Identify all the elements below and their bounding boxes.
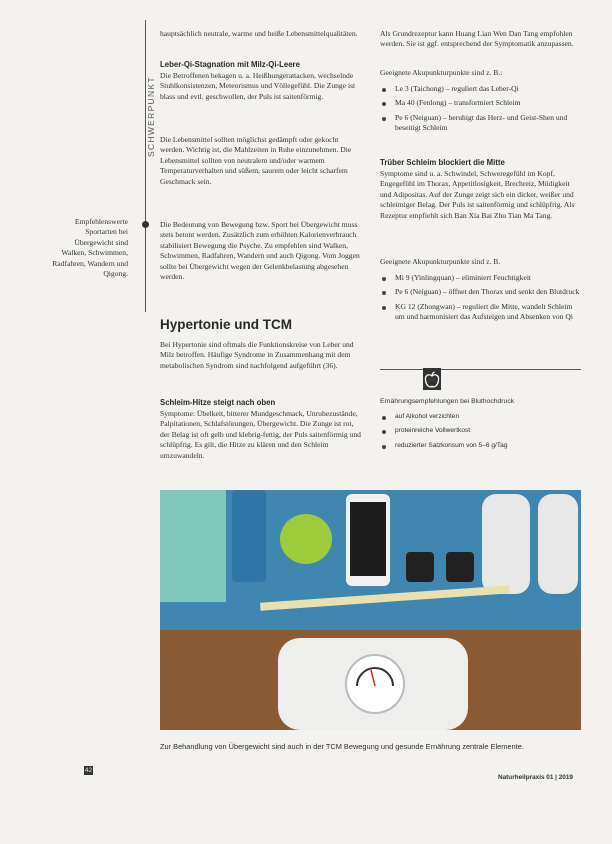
list-item: Le 3 (Taichong) – reguliert das Leber-Qi xyxy=(380,84,580,94)
water-bottle xyxy=(232,490,266,582)
footer-issue: Naturheilpraxis 01 | 2019 xyxy=(498,774,573,781)
paragraph-leber-qi: Die Betroffenen bekagen u. a. Heißhungerattacken, wechselnde Stuhlkonsistenzen, Meteorismus und Völlegefühl. Die Zunge ist blass und evtl. geschwollen, der Puls ist saitenförmig. xyxy=(160,71,356,101)
sidebar-note: Empfehlenswerte Sportarten bei Übergewicht sind Walken, Schwimmen, Radfahren, Wandern und Qigong. xyxy=(52,217,128,279)
paragraph-lebensmittel: Die Lebensmittel sollten möglichst gedämpft oder gekocht werden. Wichtig ist, die Mahlzeiten in Ruhe einzunehmen. Die Lebensmittel sollten von neutralem und/oder warmem Temperaturverhalten und süßem, saurem oder leicht scharfem Geschmack sein. xyxy=(160,135,352,186)
dumbbell xyxy=(446,552,474,582)
paragraph-hypertonie: Bei Hypertonie sind oftmals die Funktionskreise von Leber und Milz betroffen. Häufige Syndrome in Zusammenhang mit dem metabolischen Syndrom sind nachfolgend aufgeführt (36). xyxy=(160,340,354,370)
paragraph-bewegung: Die Bedeutung von Bewegung bzw. Sport bei Übergewicht muss stets betont werden. Zusätzlich zum erhöhten Kalorienverbrauch stabilisiert Bewegung die Psyche. Zu empfehlen sind Walken, Schwimmen, Radfahren, Wandern und auch Qigong. Vom Joggen sollte bei Übergewicht wegen der Gelenkbelastung abgesehen werden. xyxy=(160,220,360,282)
box-title: Ernährungsempfehlungen bei Bluthochdruck xyxy=(380,398,515,405)
paragraph-schleim-hitze: Symptome: Übelkeit, bitterer Mundgeschmack, Unruhezustände, Palpitationen, Schlafstörungen, Übergewicht. Die Zunge ist rot, der Belag ist oft gelb und klebrig-fettig, der Puls saitenförmig und schlüpfrig. Es gilt, die Hitze zu klären und den Schleim umzuwandeln. xyxy=(160,409,361,460)
heading-schleim-hitze: Schleim-Hitze steigt nach oben xyxy=(160,398,276,407)
list-item: reduzierter Salzkonsum von 5–6 g/Tag xyxy=(380,441,585,451)
towel xyxy=(160,490,226,602)
box-top-rule xyxy=(380,369,581,370)
dumbbell xyxy=(406,552,434,582)
points-list-1 xyxy=(380,84,580,138)
page-number: 42 xyxy=(84,767,93,774)
list-item: proteinreiche Vollwertkost xyxy=(380,426,585,436)
scale-dial xyxy=(345,654,405,714)
section-label: SCHWERPUNKT xyxy=(146,76,156,157)
points-label-2: Geeignete Akupunkturpunkte sind z. B. xyxy=(380,257,501,266)
section-divider xyxy=(145,20,146,312)
sneaker xyxy=(482,494,530,594)
green-apple xyxy=(280,514,332,564)
photo-caption: Zur Behandlung von Übergewicht sind auch in der TCM Bewegung und gesunde Ernährung zentrale Elemente. xyxy=(160,742,524,752)
points-list-2 xyxy=(380,273,580,327)
list-item: Mi 9 (Yinlingquan) – eliminiert Feuchtigkeit xyxy=(380,273,580,283)
paragraph-trueber-schleim: Symptome sind u. a. Schwindel, Schweregefühl im Kopf, Engegefühl im Thorax, Appetitlosigkeit, Brechreiz, Müdigkeit und Adipositas. Auf der Zunge zeigt sich ein dicker, weißer und schleimiger Belag. Der Puls ist saitenförmig und schlüpfrig. Als Rezeptur empfiehlt sich Ban Xia Bai Zhu Tian Ma Tang. xyxy=(380,169,575,220)
points-label-1: Geeignete Akupunkturpunkte sind z. B.: xyxy=(380,68,503,77)
left-intro: hauptsächlich neutrale, warme und heiße Lebensmittelqualitäten. xyxy=(160,29,358,38)
bathroom-scale xyxy=(278,638,468,730)
sneaker xyxy=(538,494,578,594)
smartphone xyxy=(346,494,390,586)
heading-hypertonie: Hypertonie und TCM xyxy=(160,317,292,332)
sidebar-bullet xyxy=(142,221,149,228)
list-item: Pe 6 (Neiguan) – öffnet den Thorax und senkt den Blutdruck xyxy=(380,287,580,297)
list-item: Pe 6 (Neiguan) – beruhigt das Herz- und Geist-Shen und beseitigt Schleim xyxy=(380,113,580,134)
list-item: Ma 40 (Fenlong) – transformiert Schleim xyxy=(380,98,580,108)
apple-icon xyxy=(423,368,441,390)
list-item: KG 12 (Zhongwan) – reguliert die Mitte, wandelt Schleim um und harmonisiert das Aufsteigen und Absenken von Qi xyxy=(380,302,580,323)
heading-trueber-schleim: Trüber Schleim blockiert die Mitte xyxy=(380,158,505,167)
fitness-photo xyxy=(160,490,581,730)
heading-leber-qi: Leber-Qi-Stagnation mit Milz-Qi-Leere xyxy=(160,60,300,69)
box-list xyxy=(380,412,585,455)
list-item: auf Alkohol verzichten xyxy=(380,412,585,422)
right-intro: Als Grundrezeptur kann Huang Lian Wen Dan Tang empfohlen werden. Sie ist ggf. entsprechend der Symptomatik anzupassen. xyxy=(380,29,574,49)
